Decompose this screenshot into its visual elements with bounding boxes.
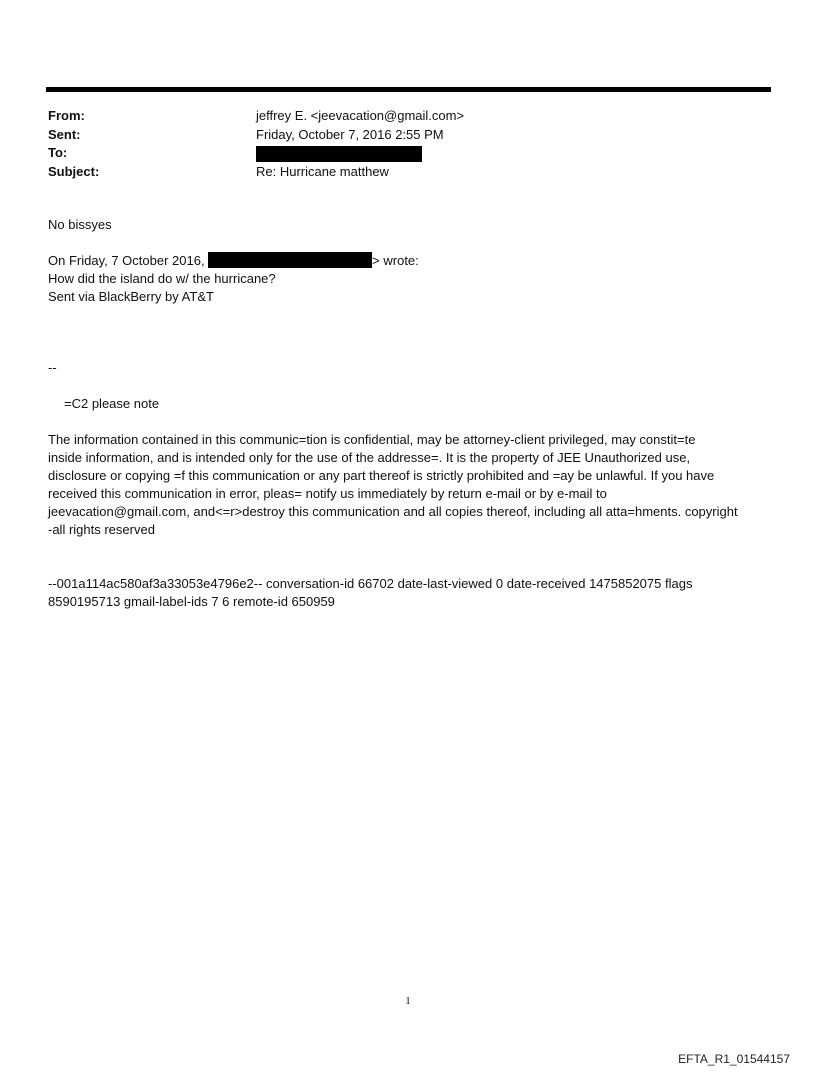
to-value <box>256 144 422 163</box>
subject-value: Re: Hurricane matthew <box>256 163 389 179</box>
quote-intro <box>48 252 419 270</box>
disclaimer-line: -all rights reserved <box>48 522 155 537</box>
disclaimer-line: received this communication in error, pleas= notify us immediately by return e-mail or by e-mail to <box>48 486 607 501</box>
please-note: =C2 please note <box>64 396 160 411</box>
subject-label: Subject: <box>48 163 100 179</box>
message-metadata <box>48 575 773 611</box>
from-label: From: <box>48 108 85 123</box>
subject-row <box>48 163 464 182</box>
sent-label: Sent: <box>48 126 81 142</box>
document-id: EFTA_R1_01544157 <box>678 1052 790 1066</box>
page-number: 1 <box>405 995 411 1007</box>
to-label: To: <box>48 145 68 160</box>
disclaimer <box>48 431 773 539</box>
metadata-line: --001a114ac580af3a33053e4796e2-- conversation-id 66702 date-last-viewed 0 date-received 1475852075 flags <box>48 576 693 591</box>
disclaimer-line: jeevacation@gmail.com, and<=r>destroy this communication and all copies thereof, including all atta=hments. copyright <box>48 504 738 519</box>
header-rule <box>46 87 771 92</box>
from-row <box>48 107 464 126</box>
quoted-message: How did the island do w/ the hurricane? <box>48 271 276 286</box>
from-value: jeffrey E. <jeevacation@gmail.com> <box>256 108 465 123</box>
disclaimer-line: inside information, and is intended only for the use of the addresse=. It is the property of JEE Unauthorized use, <box>48 450 691 465</box>
disclaimer-line: The information contained in this communic=tion is confidential, may be attorney-client privileged, may constit=te <box>48 432 696 447</box>
quoted-signature: Sent via BlackBerry by AT&T <box>48 289 214 304</box>
metadata-line: 8590195713 gmail-label-ids 7 6 remote-id 650959 <box>48 594 335 609</box>
sent-value: Friday, October 7, 2016 2:55 PM <box>256 126 444 142</box>
sent-row <box>48 126 464 145</box>
redaction-box <box>208 252 372 268</box>
reply-text: No bissyes <box>48 217 112 232</box>
quote-intro-prefix: On Friday, 7 October 2016, <box>48 253 209 268</box>
redaction-box <box>256 146 422 162</box>
signature-separator: -- <box>48 360 57 375</box>
disclaimer-line: disclosure or copying =f this communication or any part thereof is strictly prohibited and =ay be unlawful. If you have <box>48 468 715 483</box>
email-header <box>48 107 464 181</box>
quote-intro-suffix: > wrote: <box>372 253 419 268</box>
to-row <box>48 144 464 163</box>
